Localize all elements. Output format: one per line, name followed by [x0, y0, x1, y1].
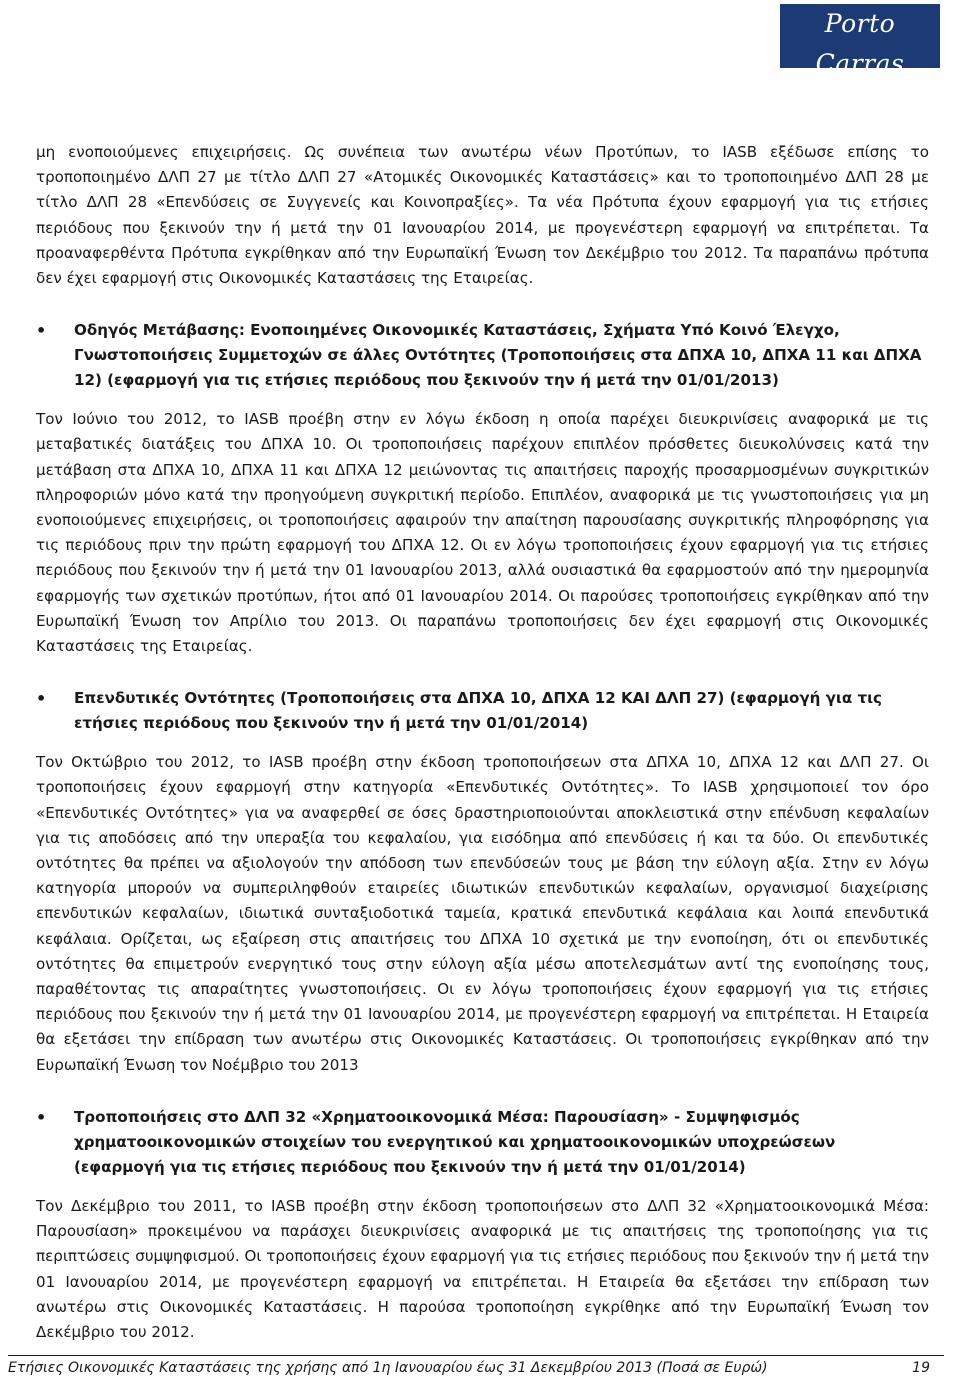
porto-carras-logo: [780, 4, 940, 95]
page-footer: [8, 1355, 944, 1377]
bullet-icon: •: [36, 1107, 47, 1127]
bullet-icon: •: [36, 321, 47, 341]
page-body: [36, 140, 929, 1345]
section-heading: [36, 686, 929, 736]
body-paragraph: Τον Δεκέμβριο του 2011, το IASB προέβη στην έκδοση τροποποιήσεων στο ΔΛΠ 32 «Χρηματοοικονομικά Μέσα: Παρουσίαση» προκειμένου να παράσχει διευκρινίσεις αναφορικά με τις απαιτήσεις της τροποποίησης για τις περιπτώσεις συμψηφισμού. Οι τροποποιήσεις έχουν εφαρμογή για τις ετήσιες περιόδους που ξεκινούν την ή μετά την 01 Ιανουαρίου 2014, με προγενέστερη εφαρμογή να επιτρέπεται. Η Εταιρεία θα εξετάσει την επίδραση των ανωτέρω στις Οικονομικές Καταστάσεις. Η παρούσα τροποποίηση εγκρίθηκε από την Ευρωπαϊκή Ένωση τον Δεκέμβριο του 2012.: [36, 1196, 929, 1341]
page-number: 19: [912, 1360, 930, 1376]
logo-title: Porto Carras: [815, 9, 905, 78]
body-paragraph: μη ενοποιούμενες επιχειρήσεις. Ως συνέπεια των ανωτέρω νέων Προτύπων, το IASB εξέδωσε επίσης το τροποποιημένο ΔΛΠ 27 με τίτλο ΔΛΠ 27 «Ατομικές Οικονομικές Καταστάσεις» και το τροποποιημένο ΔΛΠ 28 με τίτλο ΔΛΠ 28 «Επενδύσεις σε Συγγενείς και Κοινοπραξίες». Τα νέα Πρότυπα έχουν εφαρμογή για τις ετήσιες περιόδους που ξεκινούν την ή μετά την 01 Ιανουαρίου 2014, με προγενέστερη εφαρμογή να επιτρέπεται. Τα προαναφερθέντα Πρότυπα εγκρίθηκαν από την Ευρωπαϊκή Ένωση τον Δεκέμβριο του 2012. Τα παραπάνω πρότυπα δεν έχει εφαρμογή στις Οικονομικές Καταστάσεις της Εταιρείας.: [36, 143, 929, 288]
section-heading-text: Τροποποιήσεις στο ΔΛΠ 32 «Χρηματοοικονομικά Μέσα: Παρουσίαση» - Συμψηφισμός χρηματοοικονομικών στοιχείων του ενεργητικού και χρηματοοικονομικών υποχρεώσεων (εφαρμογή για τις ετήσιες περιόδους που ξεκινούν την ή μετά την 01/01/2014): [74, 1107, 836, 1176]
section-heading-text: Οδηγός Μετάβασης: Ενοποιημένες Οικονομικές Καταστάσεις, Σχήματα Υπό Κοινό Έλεγχο, Γνωστοποιήσεις Συμμετοχών σε άλλες Οντότητες (Τροποποιήσεις στα ΔΠΧΑ 10, ΔΠΧΑ 11 και ΔΠΧΑ 12) (εφαρμογή για τις ετήσιες περιόδους που ξεκινούν την ή μετά την 01/01/2013): [74, 321, 922, 390]
body-paragraph: Τον Οκτώβριο του 2012, το IASB προέβη στην έκδοση τροποποιήσεων στα ΔΠΧΑ 10, ΔΠΧΑ 12 και ΔΛΠ 27. Οι τροποποιήσεις έχουν εφαρμογή στην κατηγορία «Επενδυτικές Οντότητες». Το IASB χρησιμοποιεί τον όρο «Επενδυτικές Οντότητες» για να αναφερθεί σε όσες δραστηριοποιούνται αποκλειστικά στην επένδυση κεφαλαίων για τις αποδόσεις από την υπεραξία του κεφαλαίου, για εισόδημα από επενδύσεις ή και τα δύο. Οι επενδυτικές οντότητες θα πρέπει να αξιολογούν την απόδοση των επενδύσεών τους με βάση την εύλογη αξία. Στην εν λόγω κατηγορία μπορούν να συμπεριληφθούν εταιρείες ιδιωτικών επενδυτικών κεφαλαίων, οργανισμοί διαχείρισης επενδυτικών κεφαλαίων, ιδιωτικά συνταξιοδοτικά ταμεία, κρατικά επενδυτικά κεφάλαια και λοιπά επενδυτικά κεφάλαια. Ορίζεται, ως εξαίρεση στις απαιτήσεις του ΔΠΧΑ 10 σχετικά με την ενοποίηση, ότι οι επενδυτικές οντότητες θα επιμετρούν ενεργητικό τους στην εύλογη αξία μέσω αποτελεσμάτων αντί της ενοποίησης τους, παραθέτοντας τις απαραίτητες γνωστοποιήσεις. Οι εν λόγω τροποποιήσεις έχουν εφαρμογή για τις ετήσιες περιόδους που ξεκινούν την ή μετά την 01 Ιανουαρίου 2014, με προγενέστερη εφαρμογή να επιτρέπεται. Η Εταιρεία θα εξετάσει την επίδραση των ανωτέρω στις Οικονομικές Καταστάσεις. Οι τροποποιήσεις εγκρίθηκαν από την Ευρωπαϊκή Ένωση τον Νοέμβριο του 2013: [36, 753, 929, 1074]
section-heading: [36, 1105, 929, 1180]
logo-subtitle: GRAND RESORT: [809, 86, 911, 95]
bullet-icon: •: [36, 689, 47, 709]
footer-text: Ετήσιες Οικονομικές Καταστάσεις της χρήσης από 1η Ιανουαρίου έως 31 Δεκεμβρίου 2013 (Ποσά σε Ευρώ): [8, 1360, 768, 1376]
section-heading: [36, 318, 929, 393]
body-paragraph: Τον Ιούνιο του 2012, το IASB προέβη στην εν λόγω έκδοση η οποία παρέχει διευκρινίσεις αναφορικά με τις μεταβατικές διατάξεις του ΔΠΧΑ 10. Οι τροποποιήσεις παρέχουν επιπλέον πρόσθετες διευκολύνσεις κατά την μετάβαση στα ΔΠΧΑ 10, ΔΠΧΑ 11 και ΔΠΧΑ 12 μειώνοντας τις απαιτήσεις παροχής προσαρμοσμένων συγκριτικών πληροφοριών μόνο κατά την προηγούμενη συγκριτική περίοδο. Επιπλέον, αναφορικά με τις γνωστοποιήσεις για μη ενοποιούμενες επιχειρήσεις, οι τροποποιήσεις αφαιρούν την απαίτηση παρουσίασης συγκριτικής πληροφόρησης για τις περιόδους πριν την πρώτη εφαρμογή του ΔΠΧΑ 12. Οι εν λόγω τροποποιήσεις έχουν εφαρμογή για τις ετήσιες περιόδους που ξεκινούν την ή μετά την 01 Ιανουαρίου 2013, αλλά ουσιαστικά θα εφαρμοστούν από την ημερομηνία εφαρμογής των σχετικών προτύπων, ήτοι από 01 Ιανουαρίου 2014. Οι παρούσες τροποποιήσεις εγκρίθηκαν από την Ευρωπαϊκή Ένωση τον Απρίλιο του 2013. Οι παραπάνω τροποποιήσεις δεν έχει εφαρμογή στις Οικονομικές Καταστάσεις της Εταιρείας.: [36, 410, 929, 656]
section-heading-text: Επενδυτικές Οντότητες (Τροποποιήσεις στα ΔΠΧΑ 10, ΔΠΧΑ 12 ΚΑΙ ΔΛΠ 27) (εφαρμογή για τις ετήσιες περιόδους που ξεκινούν την ή μετά την 01/01/2014): [74, 689, 882, 733]
